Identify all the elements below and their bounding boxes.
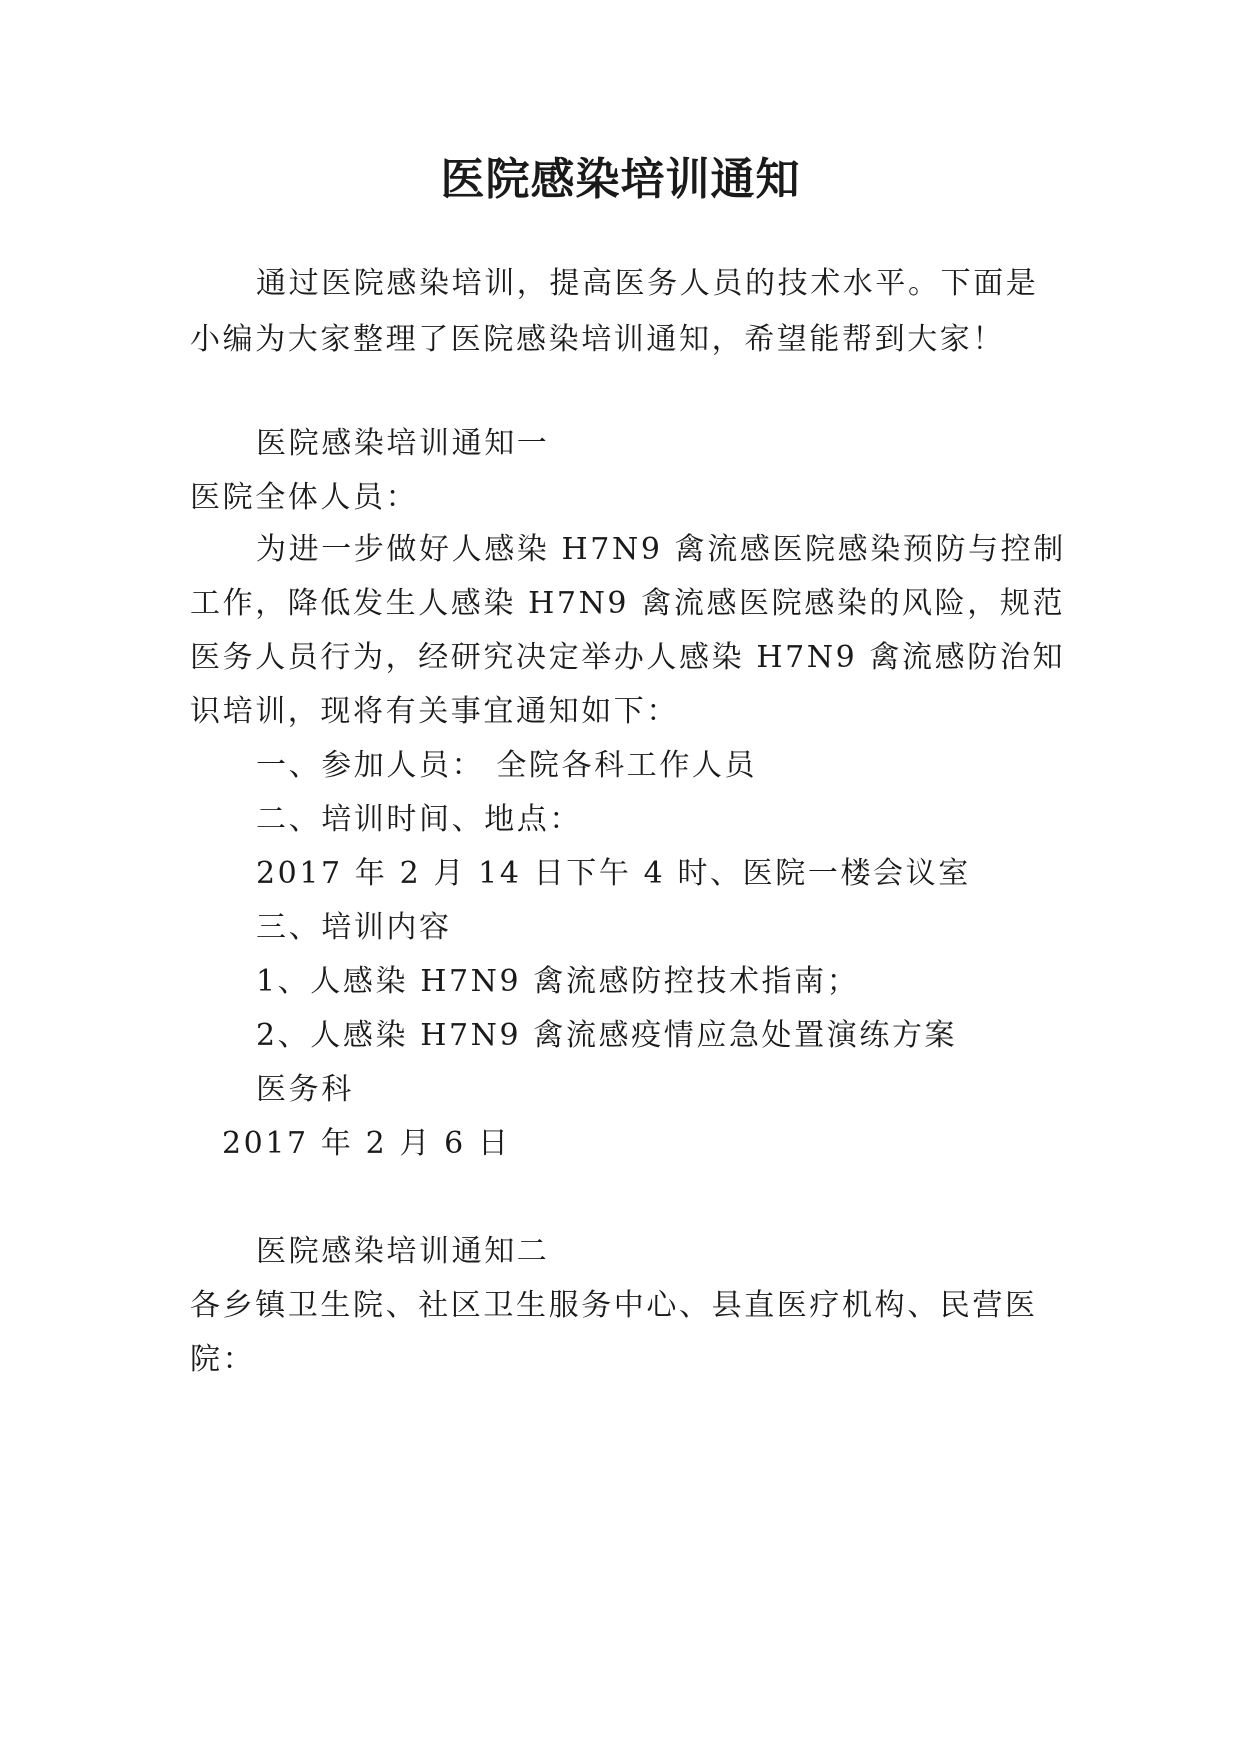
section1-body-line-3: 医务人员行为，经研究决定举办人感染 H7N9 禽流感防治知 <box>190 640 1066 675</box>
section1-body-line-1: 为进一步做好人感染 H7N9 禽流感医院感染预防与控制 <box>256 532 1066 567</box>
section1-item-content-2: 2、人感染 H7N9 禽流感疫情应急处置演练方案 <box>256 1018 958 1053</box>
section1-item-participants: 一、参加人员： 全院各科工作人员 <box>256 748 758 783</box>
section1-salutation: 医院全体人员： <box>190 480 419 515</box>
section1-body-line-2: 工作，降低发生人感染 H7N9 禽流感医院感染的风险，规范 <box>190 586 1066 621</box>
section1-signer: 医务科 <box>256 1072 354 1107</box>
intro-line-2: 小编为大家整理了医院感染培训通知，希望能帮到大家！ <box>190 322 1005 357</box>
section1-item-content-heading: 三、培训内容 <box>256 910 452 945</box>
section1-item-time-place: 2017 年 2 月 14 日下午 4 时、医院一楼会议室 <box>256 856 971 891</box>
section1-item-content-1: 1、人感染 H7N9 禽流感防控技术指南； <box>256 964 860 999</box>
intro-line-1: 通过医院感染培训，提高医务人员的技术水平。下面是 <box>256 266 1039 301</box>
section1-body-line-4: 识培训，现将有关事宜通知如下： <box>190 694 679 729</box>
section1-heading: 医院感染培训通知一 <box>256 426 550 461</box>
section2-salutation-line-2: 院： <box>190 1342 256 1377</box>
section1-date: 2017 年 2 月 6 日 <box>222 1126 511 1161</box>
section2-heading: 医院感染培训通知二 <box>256 1234 550 1269</box>
section2-salutation-line-1: 各乡镇卫生院、社区卫生服务中心、县直医疗机构、民营医 <box>190 1288 1038 1323</box>
section1-item-time-place-heading: 二、培训时间、地点： <box>256 802 582 837</box>
document-title: 医院感染培训通知 <box>440 154 801 205</box>
